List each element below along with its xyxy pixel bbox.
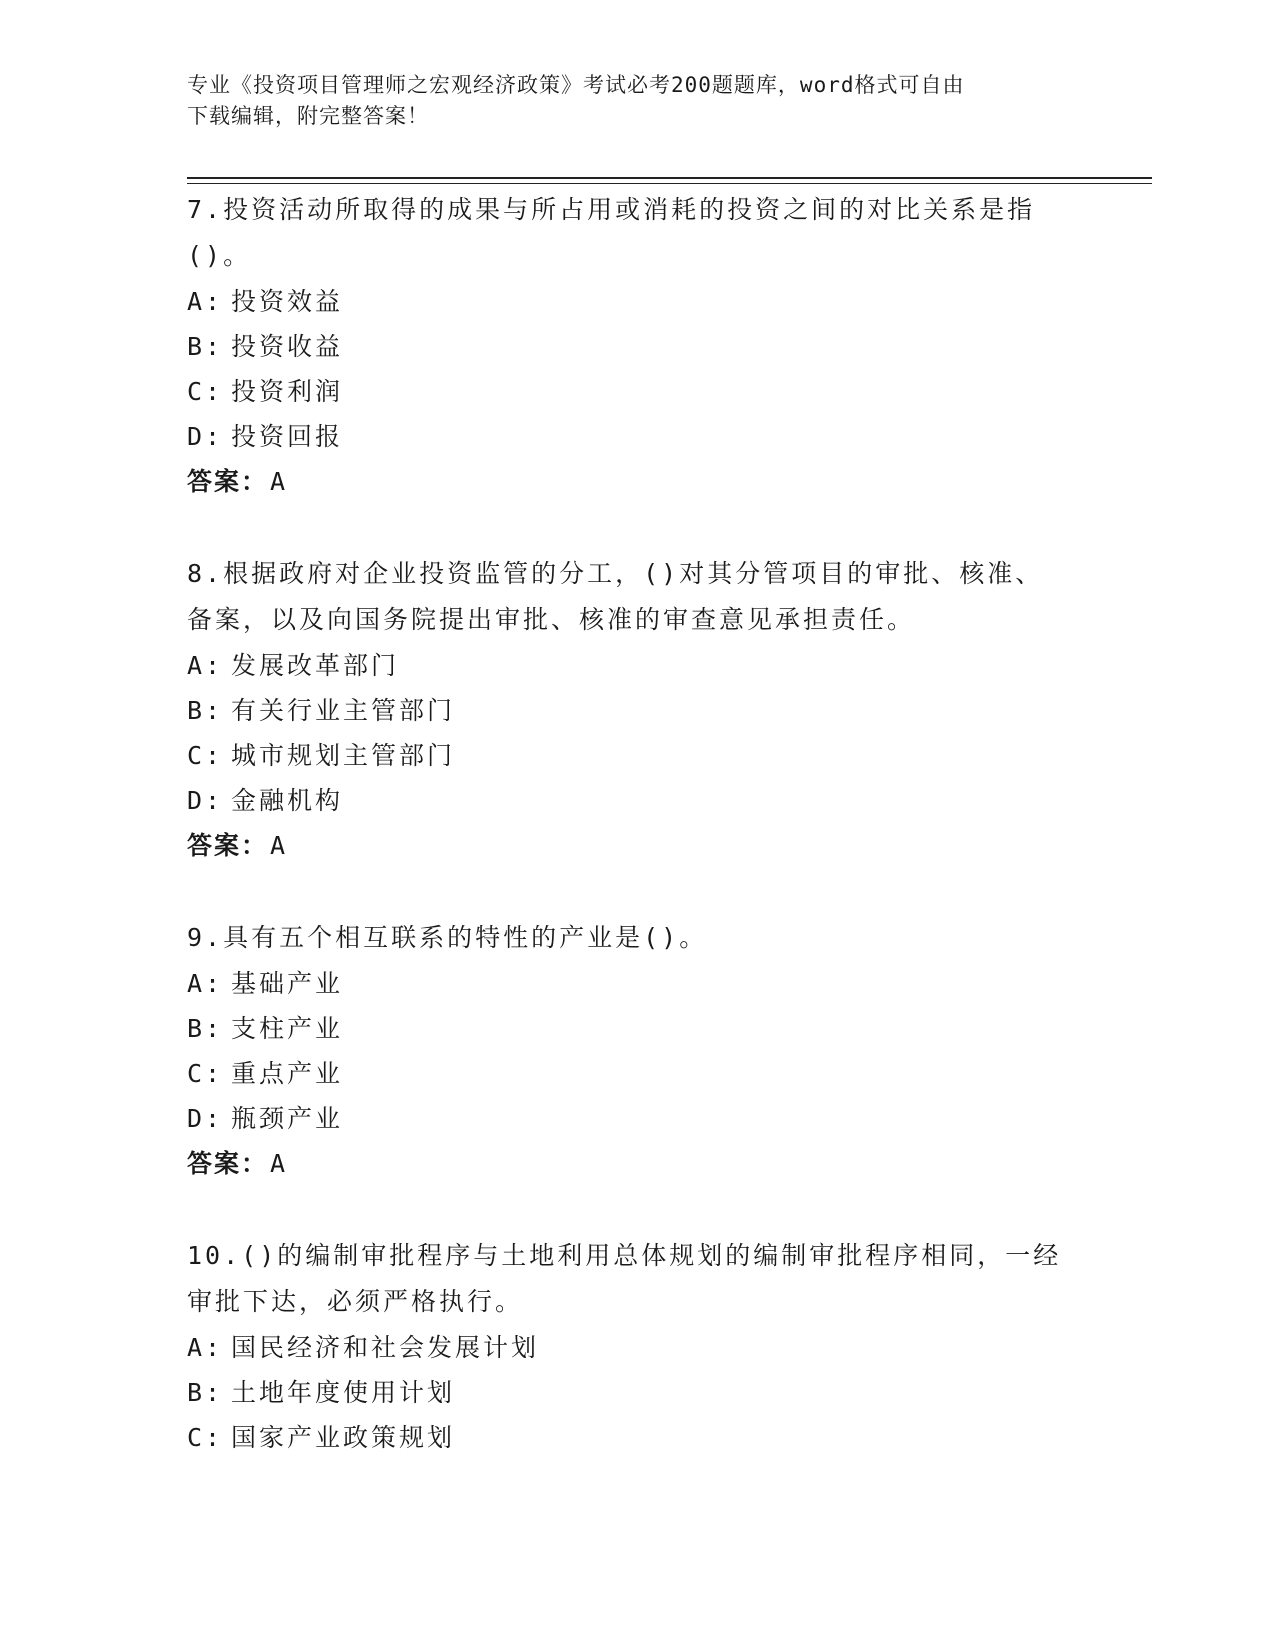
question-list xyxy=(187,187,1127,1506)
option-text: 国家产业政策规划 xyxy=(231,1423,456,1452)
question-stem-line: 审批下达，必须严格执行。 xyxy=(187,1287,524,1316)
answer-value: A xyxy=(270,1149,288,1178)
answer-option xyxy=(187,279,1127,324)
option-text: 支柱产业 xyxy=(231,1014,344,1043)
answer-option xyxy=(187,414,1127,459)
answer-option xyxy=(187,1096,1127,1141)
option-text: 投资效益 xyxy=(231,287,344,316)
option-letter: D: xyxy=(187,422,224,451)
option-text: 投资利润 xyxy=(231,377,344,406)
option-text: 国民经济和社会发展计划 xyxy=(231,1333,540,1362)
answer-option xyxy=(187,1006,1127,1051)
question-stem-line: 备案，以及向国务院提出审批、核准的审查意见承担责任。 xyxy=(187,605,916,634)
option-letter: C: xyxy=(187,1059,224,1088)
option-text: 投资回报 xyxy=(231,422,344,451)
answer-option xyxy=(187,961,1127,1006)
option-letter: A: xyxy=(187,969,224,998)
answer-option xyxy=(187,778,1127,823)
header-divider-thin xyxy=(187,183,1152,184)
option-text: 重点产业 xyxy=(231,1059,344,1088)
answer-option xyxy=(187,369,1127,414)
question-block xyxy=(187,187,1127,505)
option-text: 土地年度使用计划 xyxy=(231,1378,456,1407)
answer-line xyxy=(187,823,1127,869)
option-text: 投资收益 xyxy=(231,332,344,361)
answer-option xyxy=(187,1051,1127,1096)
question-stem-line: 7.投资活动所取得的成果与所占用或消耗的投资之间的对比关系是指 xyxy=(187,195,1036,224)
answer-line xyxy=(187,1141,1127,1187)
option-text: 金融机构 xyxy=(231,786,344,815)
question-block xyxy=(187,551,1127,869)
answer-label: 答案： xyxy=(187,831,269,860)
answer-line xyxy=(187,459,1127,505)
answer-label: 答案： xyxy=(187,467,269,496)
question-stem-line: 9.具有五个相互联系的特性的产业是()。 xyxy=(187,923,708,952)
option-letter: A: xyxy=(187,1333,224,1362)
option-letter: C: xyxy=(187,377,224,406)
option-letter: B: xyxy=(187,332,224,361)
option-letter: D: xyxy=(187,786,224,815)
question-stem-line: ()。 xyxy=(187,241,252,270)
answer-option xyxy=(187,1370,1127,1415)
option-letter: B: xyxy=(187,696,224,725)
option-text: 瓶颈产业 xyxy=(231,1104,344,1133)
answer-option xyxy=(187,1415,1127,1460)
question-block xyxy=(187,915,1127,1187)
option-letter: B: xyxy=(187,1378,224,1407)
header-line-2: 下载编辑，附完整答案！ xyxy=(187,104,429,128)
option-text: 发展改革部门 xyxy=(231,651,400,680)
header-divider-thick xyxy=(187,177,1152,179)
option-letter: A: xyxy=(187,287,224,316)
option-letter: D: xyxy=(187,1104,224,1133)
answer-option xyxy=(187,1325,1127,1370)
option-text: 有关行业主管部门 xyxy=(231,696,456,725)
option-letter: A: xyxy=(187,651,224,680)
option-letter: B: xyxy=(187,1014,224,1043)
answer-label: 答案： xyxy=(187,1149,269,1178)
header-line-1: 专业《投资项目管理师之宏观经济政策》考试必考200题题库，word格式可自由 xyxy=(187,73,965,97)
option-letter: C: xyxy=(187,741,224,770)
answer-option xyxy=(187,324,1127,369)
answer-option xyxy=(187,643,1127,688)
option-text: 城市规划主管部门 xyxy=(231,741,456,770)
answer-option xyxy=(187,733,1127,778)
answer-value: A xyxy=(270,831,288,860)
question-stem-line: 8.根据政府对企业投资监管的分工，()对其分管项目的审批、核准、 xyxy=(187,559,1044,588)
question-block xyxy=(187,1233,1127,1460)
answer-value: A xyxy=(270,467,288,496)
answer-option xyxy=(187,688,1127,733)
question-stem-line: 10.()的编制审批程序与土地利用总体规划的编制审批程序相同，一经 xyxy=(187,1241,1062,1270)
option-text: 基础产业 xyxy=(231,969,344,998)
option-letter: C: xyxy=(187,1423,224,1452)
document-header xyxy=(187,70,1067,132)
